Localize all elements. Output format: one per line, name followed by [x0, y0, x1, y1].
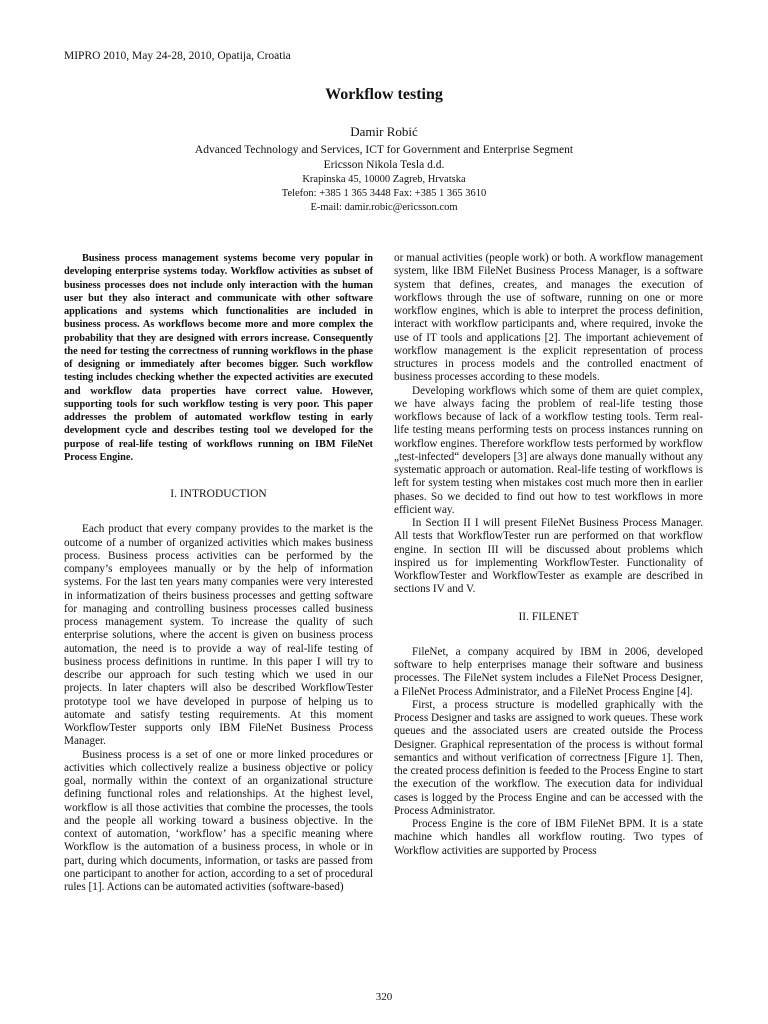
author-name: Damir Robić — [350, 124, 418, 139]
right-paragraph-3: In Section II I will present FileNet Business Process Manager. All tests that WorkflowTester run are performed on that workflow engine. In section III will be discussed about problems which inspired us for implementing WorkflowTester. Functionality of WorkflowTester and WorkflowTester as example are described in sections IV and V. — [394, 517, 703, 596]
section-heading-filenet: II. FILENET — [518, 610, 579, 623]
intro-paragraph-1: Each product that every company provides to the market is the outcome of a number of organized activities which makes business process. Business process activities can be performed by the company’s employees manually or by the help of information systems. For the last ten years many companies were very interested in informatization of theirs business processes and getting software for managing and controlling business processes called business process management system. To increase the quality of such enterprise solutions, where the accent is given on business process automation, the need is to provide a way of real-life testing of business process definitions in runtime. In this paper I will try to describe our approach for such testing which we used in our projects. In later chapters will also be described WorkflowTester prototype tool we have developed in purpose of helping us to automate and satisfy testing requirements. At this moment WorkflowTester supports only IBM FileNet Business Process Manager. — [64, 523, 373, 748]
email: E-mail: damir.robic@ericsson.com — [310, 202, 458, 213]
right-paragraph-2: Developing workflows which some of them are quiet complex, we have always facing the problem of real-life testing those workflows because of lack of a workflow testing tools. Term real-life testing means performing tests on process instances running on workflow engines. Therefore workflow tests performed by workflow „test-infected“ developers [3] are always done manually without any systematic approach or automation. Real-life testing of workflows is left for system testing when mistakes cost much more then in earlier phases. So we decided to find out how to test workflows in more efficient way. — [394, 384, 703, 516]
filenet-paragraph-3: Process Engine is the core of IBM FileNet BPM. It is a state machine which handles all workflow routing. Two types of Workflow activities are supported by Process — [394, 818, 703, 857]
filenet-paragraph-2: First, a process structure is modelled graphically with the Process Designer and tasks are assigned to work queues. These work queues and the associated users are created outside the Process Designer. Graphical representation of the process is without formal semantics and without verification of correctness [Figure 1]. Then, the created process definition is feeded to the Process Engine to start the execution of the workflow. The execution data for individual cases is logged by the Process Engine and can be accessed with the Process Administrator. — [394, 698, 703, 817]
section-heading-introduction: I. INTRODUCTION — [170, 488, 267, 500]
conference-header: MIPRO 2010, May 24-28, 2010, Opatija, Croatia — [64, 50, 291, 62]
phone-fax: Telefon: +385 1 365 3448 Fax: +385 1 365 3610 — [281, 188, 487, 199]
author-affiliation — [0, 143, 768, 215]
filenet-paragraph-1: FileNet, a company acquired by IBM in 2006, developed software to help enterprises manage their software and business processes. The FileNet system includes a FileNet Process Designer, a FileNet Process Administrator, and a FileNet Process Engine [4]. — [394, 645, 703, 698]
intro-paragraph-2: Business process is a set of one or more linked procedures or activities which collectively realize a business objective or policy goal, normally within the context of an organizational structure defining functional roles and relationships. At the highest level, workflow is all those activities that combine the processes, the tools and the people all working toward a business objective. In the context of automation, ‘workflow’ has a specific meaning where Workflow is the automation of a business process, in whole or in part, during which documents, information, or tasks are passed from one participant to another for action, according to a set of procedural rules [1]. Actions can be automated activities (software-based) — [64, 748, 373, 893]
abstract: Business process management systems become very popular in developing enterprise systems today. Workflow activities as subset of business processes does not include only interaction with the human user but they also interact and communicate with other software applications and systems which functionalities are included in business process. As workflows become more and more complex the probability that they are designed with errors increase. Consequently the need for testing the correctness of running workflows in the phase of designing or immediately after becomes bigger. Such workflow testing includes checking whether the expected activities are executed and workflow data properties have correct value. However, supporting tools for such workflow testing is very poor. This paper addresses the problem of automated workflow testing in early development cycle and describes testing tool we developed for the purpose of real-life testing of workflows running on IBM FileNet Process Engine. — [64, 253, 373, 463]
address: Krapinska 45, 10000 Zagreb, Hrvatska — [302, 174, 466, 185]
right-column — [394, 252, 703, 858]
affiliation-line-2: Ericsson Nikola Tesla d.d. — [323, 159, 445, 171]
right-paragraph-1: or manual activities (people work) or both. A workflow management system, like IBM FileNet Business Process Manager, is a software system that defines, creates, and manages the execution of workflows through the use of software, running on one or more workflow engines, which is able to interpret the process definition, interact with workflow participants and, where required, invoke the use of IT tools and applications [2]. The important achievement of workflow management is the explicit representation of process structures in process models and the controlled enactment of business processes according to these models. — [394, 252, 703, 384]
affiliation-line-1: Advanced Technology and Services, ICT for Government and Enterprise Segment — [194, 144, 574, 156]
left-column — [64, 252, 373, 894]
page-number: 320 — [375, 991, 393, 1003]
paper-title: Workflow testing — [325, 86, 443, 103]
